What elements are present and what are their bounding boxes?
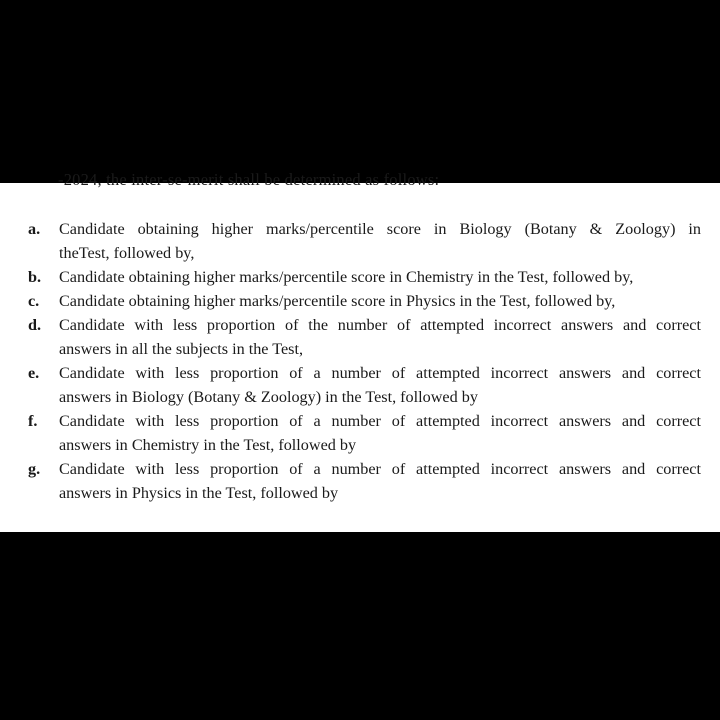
list-marker: c. bbox=[28, 292, 40, 310]
text-line: Candidate obtaining higher marks/percentile score in Physics in the Test, followed by, bbox=[59, 292, 616, 310]
list-marker: e. bbox=[28, 364, 40, 382]
list-item-text bbox=[59, 313, 701, 361]
list-item bbox=[0, 361, 720, 409]
list-item bbox=[0, 457, 720, 505]
text-line: Candidate obtaining higher marks/percentile score in Chemistry in the Test, followed by, bbox=[59, 268, 634, 286]
list-item bbox=[0, 217, 720, 265]
list-item bbox=[0, 409, 720, 457]
text-line: answers in Biology (Botany & Zoology) in the Test, followed by bbox=[59, 388, 478, 406]
text-line: theTest, followed by, bbox=[59, 244, 195, 262]
list-marker: f. bbox=[28, 412, 38, 430]
text-line: Candidate with less proportion of a number of attempted incorrect answers and correct bbox=[59, 412, 701, 430]
list-marker: g. bbox=[28, 460, 41, 478]
list-item-text bbox=[59, 409, 701, 457]
list-item bbox=[0, 313, 720, 361]
list-marker: b. bbox=[28, 268, 42, 286]
criteria-list bbox=[0, 217, 720, 505]
cropped-intro-line: -2024, the inter-se-merit shall be determined as follows: bbox=[58, 170, 440, 189]
text-line: answers in Physics in the Test, followed by bbox=[59, 484, 339, 502]
text-line: answers in Chemistry in the Test, followed by bbox=[59, 436, 357, 454]
text-line: Candidate obtaining higher marks/percentile score in Biology (Botany & Zoology) in bbox=[59, 220, 701, 238]
text-line: Candidate with less proportion of a number of attempted incorrect answers and correct bbox=[59, 460, 701, 478]
list-item-text bbox=[59, 265, 701, 289]
list-item-text bbox=[59, 217, 701, 265]
text-line: answers in all the subjects in the Test, bbox=[59, 340, 304, 358]
list-item-text bbox=[59, 289, 701, 313]
document-excerpt bbox=[0, 170, 720, 532]
list-item bbox=[0, 265, 720, 289]
text-line: Candidate with less proportion of the number of attempted incorrect answers and correct bbox=[59, 316, 701, 334]
list-marker: d. bbox=[28, 316, 42, 334]
text-line: Candidate with less proportion of a number of attempted incorrect answers and correct bbox=[59, 364, 701, 382]
list-item-text bbox=[59, 361, 701, 409]
list-marker: a. bbox=[28, 220, 41, 238]
list-item-text bbox=[59, 457, 701, 505]
list-item bbox=[0, 289, 720, 313]
